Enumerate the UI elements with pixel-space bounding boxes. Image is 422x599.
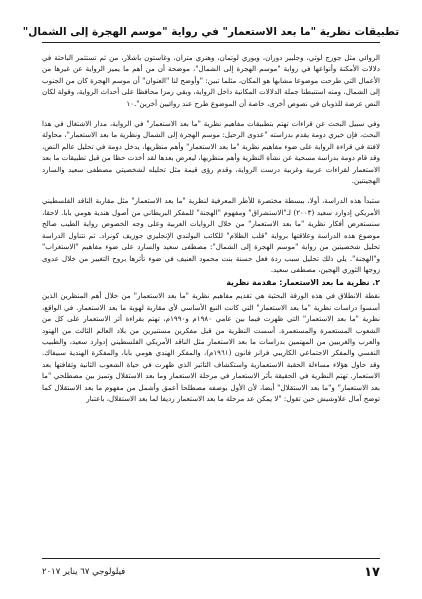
- header-title: تطبيقات نظرية "ما بعد الاستعمار" في رواية "موسم الهجرة إلى الشمال": [22, 26, 400, 38]
- running-header: [22, 14, 400, 43]
- journal-citation: فيلولوجي ٦٧ يناير ٢٠١٧: [42, 567, 126, 577]
- paragraph-gap: [42, 109, 380, 118]
- paragraph-4: نقطة الانطلاق في هذه الورقة البحثية هي تقديم مفاهيم نظرية "ما بعد الاستعمار" من خلال أهم المنظرين الذين أسسوا دراسات نظرية "ما بعد الاستعمار" التي كانت النبع الأساسي لأي مقاربة لهوية ما بعد الاستعمار. في الواقع، نظرية "ما بعد الاستعمار" التي ظهرت فيما بين عامي ١٩٨٠م و١٩٩٠م، تهتم بقراءة أثر الاستعمار على كل من الشعوب المستعمرة والمستعمرة. أسست النظرية من قبل مفكرين مستنيرين من بلاد العالم الثالث من الهنود والعرب والغربيين من المهتمين بدراسات ما بعد الاستعمار مثل الناقد الأمريكي الفلسطيني إدوارد سعيد، والطبيب النفسي والمفكر الاجتماعي الكاريبي فرانز فانون (١٩٦١م)، والمفكر الهندي هومي بابا، والمفكرة الهندية سبيفاك. وقد حاول هؤلاء مساءلة الحقبة الاستعمارية واستكشاف التاثير الذي ظهرت في حياة الشعوب الثانية وثقافتها بعد الاستعمار. تهتم النظرية في الحقيقة بأثر الاستعمار في مرحلة الاستعمار وما بعد الاستقلال وتميز بين مصطلحي "ما بعد الاستعمار" و"ما بعد الاستقلال" أيضا، لأن الأول بوصفه مصطلحا أعمق وأشمل من مفهوم ما بعد الاستقلال كما توضح آمال علاوشيش حين تقول: "لا يمكن عد مرحلة ما بعد الاستعمار رديفا لما بعد الاستقلال، باعتبار: [42, 291, 380, 403]
- paragraph-gap: [42, 186, 380, 195]
- paragraph-2: وفي سبيل البحث عن قراءات تهتم بتطبيقات مفاهيم نظرية "ما بعد الاستعمار" في الرواية، مدار الاشتغال في هذا البحث، فإن خيري دومة يقدم بدراسته "عدوى الرحيل: موسم الهجرة إلى الشمال ونظرية ما بعد الاستعمار"، محاولة لافتة في قراءة الرواية على ضوء مفاهيم نظرية "ما بعد الاستعمار" وأهم منظريها، يدخل دومة في تحليل عالم النص، وقد قام دومة بدراسة مسحية عن نشأة النظرية وأهم منظريها، ليعرض بعدها لقد أخذت حظا من قبل تطبيقات ما بعد الاستعمار لقراءات عربية وغربية درست الرواية، وقدم رؤى قيمة مثل تحليله لشخصيتي مصطفى سعيد والسارد الهجينتين.: [42, 119, 380, 186]
- paragraph-3: ستبدأ هذه الدراسة، أولا، ببسطة مختصرة للأطر المعرفية لنظرية "ما بعد الاستعمار" مثل مقاربة الناقد الفلسطيني الأمريكي إدوارد سعيد (٢٠٠٣) لـ"الاستشراق" ومفهوم "الهجنة" للمفكر البريطاني من أصول هندية هومي بابا. لاحقا، سنستعرض أفكار نظرية "ما بعد الاستعمار" من خلال الروايات العربية وعلى وجه الخصوص رواية الطيب صالح موضوع هذه الدراسة وعلاقتها برواية "قلب الظلام" للكاتب البولندي الإنجليزي جوزيف كونراد. ثم تتناول الدراسة تحليل شخصيتين من رواية "موسم الهجرة إلى الشمال": مصطفى سعيد والسارد على ضوء مفاهيم "الاستغراب" و"الهجنة". يلي ذلك تحليل سبب ردة فعل حسنة بنت محمود العنيف في ضوء تأثرها بروح التغيير من خلال عدوى زوجها الثوري الهجين، مصطفى سعيد.: [42, 196, 380, 274]
- paragraph-1: الروائي مثل جورج لوثي، وجلبير دوران، ويوري لوتمان، وهنري متران، وغاستون باشلار، من ثم تستثمر الباحثة في دلالات الأمكنة وأنواعها في رواية "موسم الهجرة إلى الشمال"، موضحة أن من أهم ما يميز الرواية عن غيرها من الأعمال التي طرحت موضوعا مشابها هو المكان، مثلما تبين: "وأوضح لنا "العنوان" أن موسم الهجرة كان من الجنوب إلى الشمال، ومنه استنبطنا جملة الدلالات المكانية داخل الرواية، وبقي رمزا محافظا على أحداث الرواية، وقولة لكان النص عرضة للذوبان في نصوص أخرى، خاصة أن الموضوع طرح عند روائيين آخرين".١٠: [42, 53, 380, 108]
- page-footer: [42, 558, 380, 585]
- page-body: [42, 52, 380, 552]
- section-heading: [42, 277, 380, 289]
- page-number: ١٧: [364, 564, 380, 580]
- section-title: نظرية ما بعد الاستعمار: مقدمة نظرية: [226, 278, 370, 288]
- section-number: ٢.: [372, 278, 380, 288]
